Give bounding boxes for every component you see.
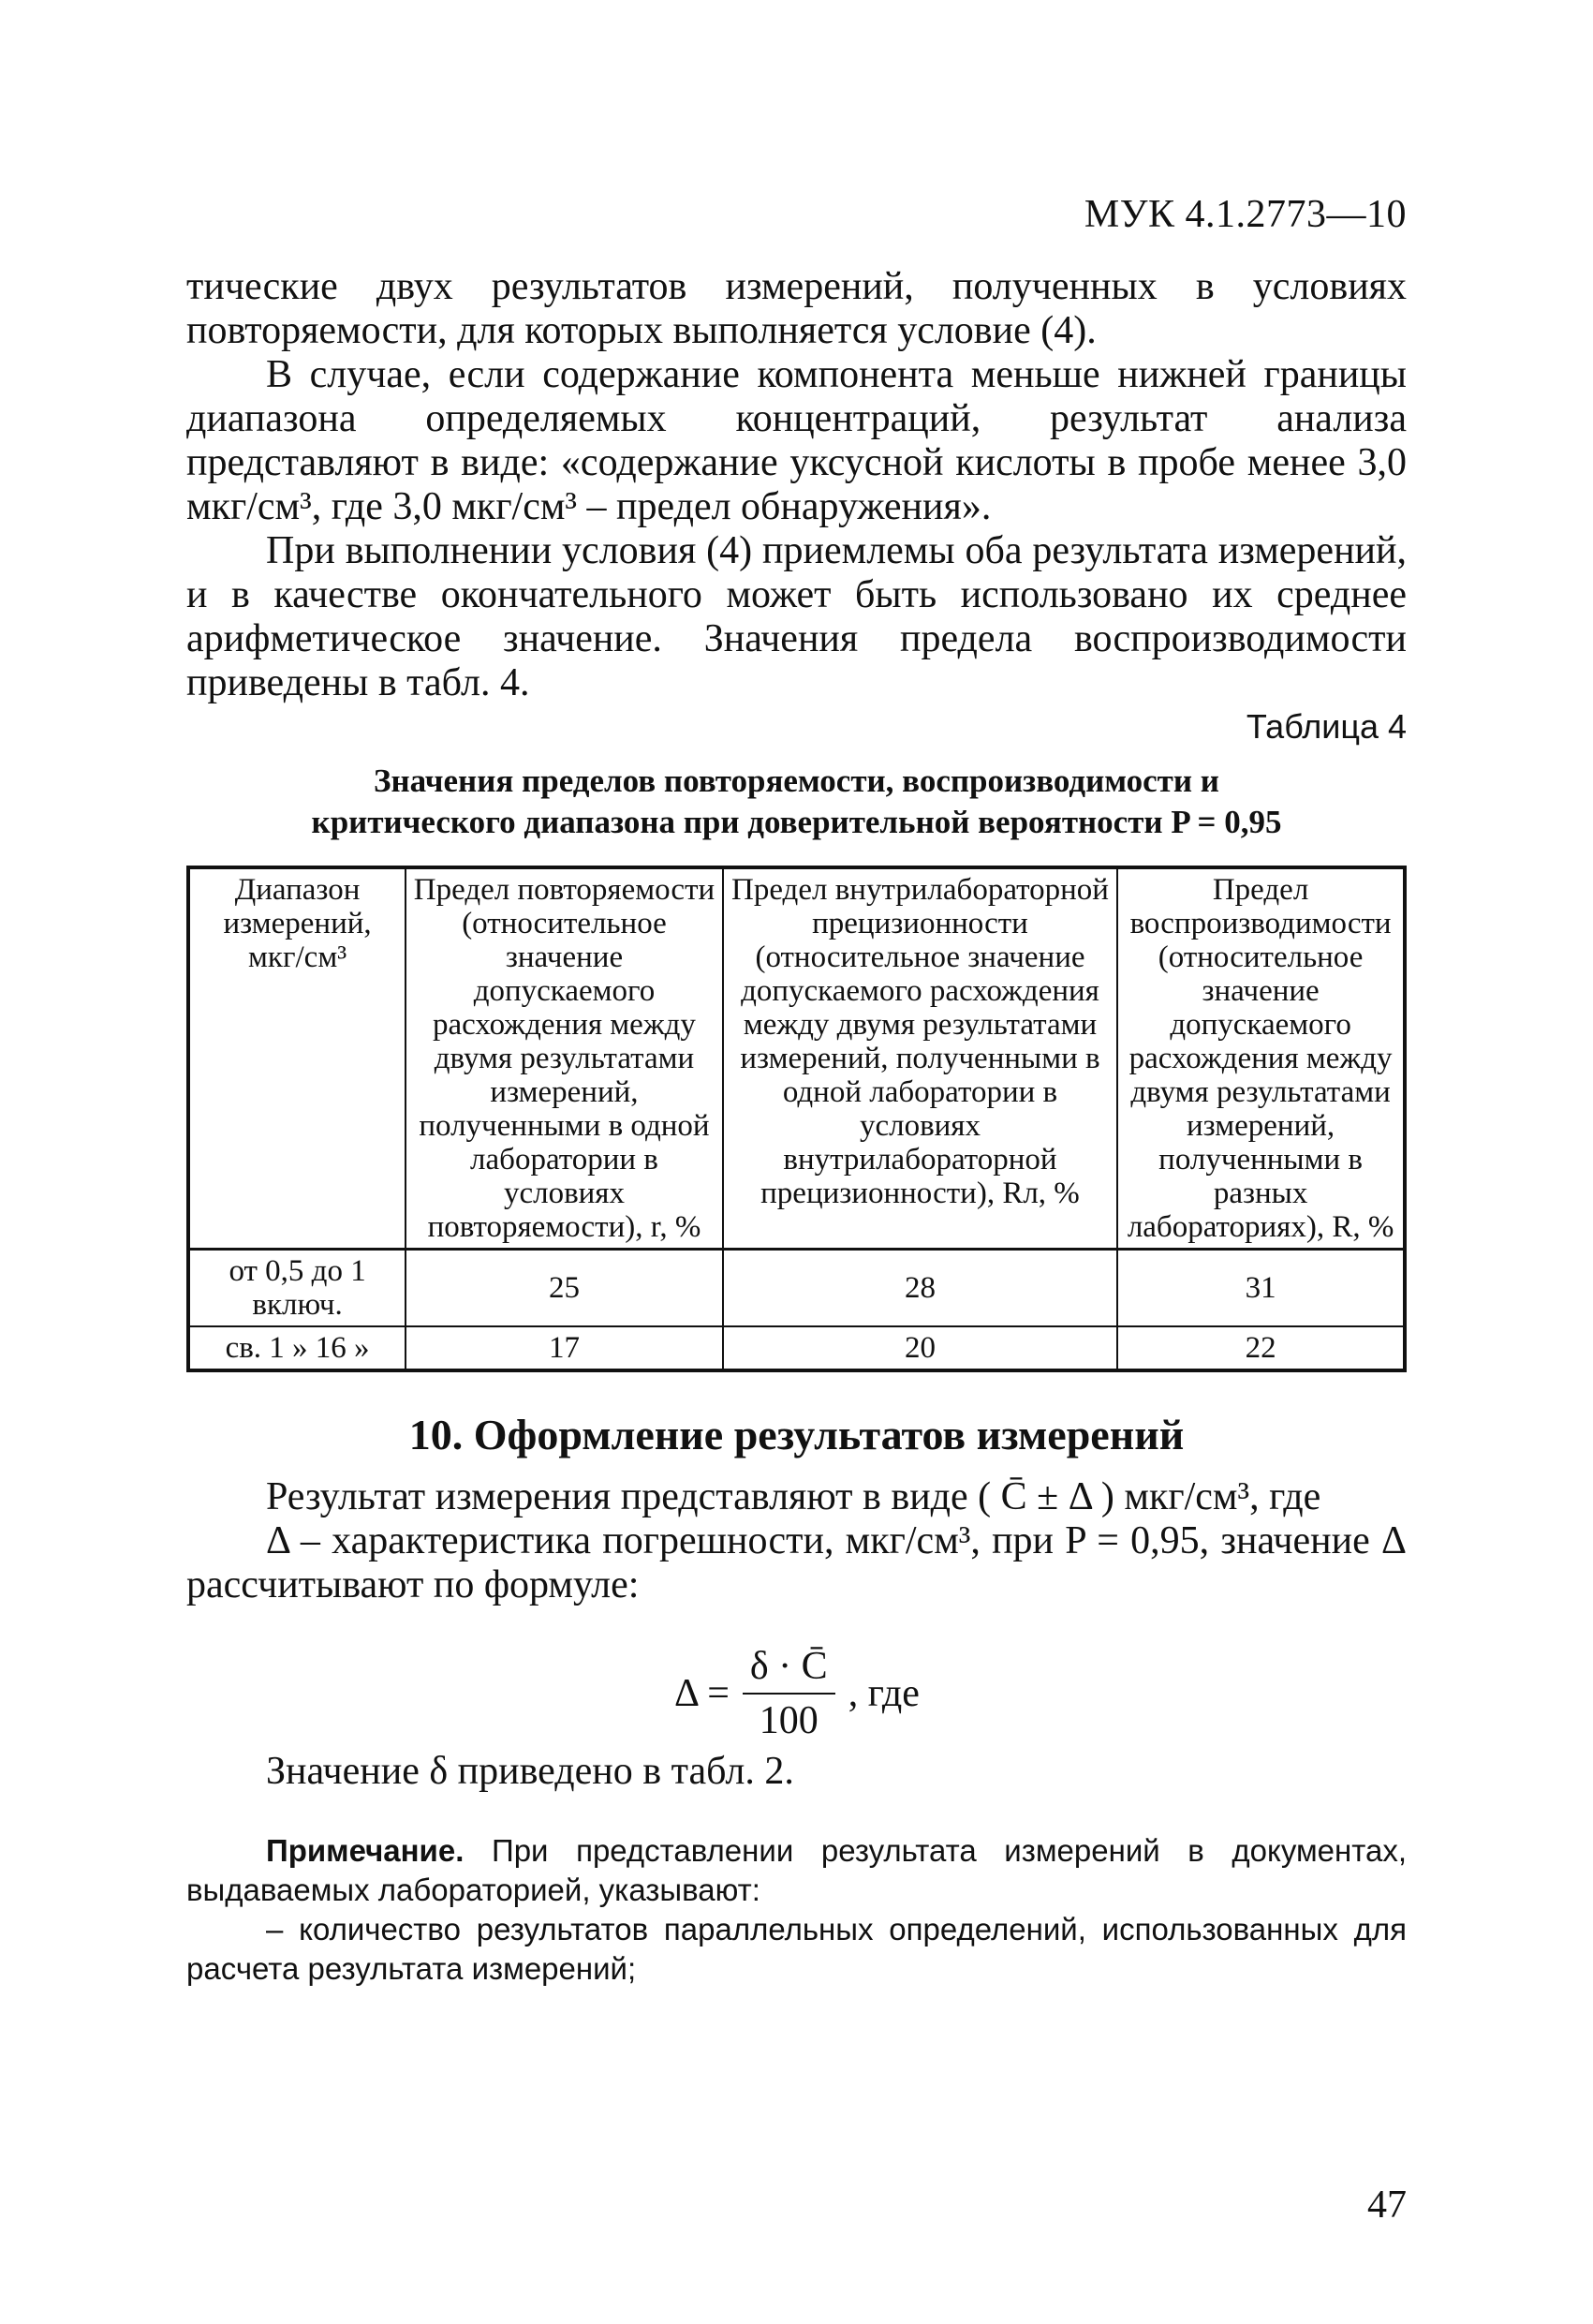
- formula-suffix: , где: [848, 1672, 920, 1715]
- cell-rl: 28: [723, 1250, 1117, 1327]
- header-repeatability: Предел повторяемости (относительное значение допускаемого расхождения между двумя результатами измерений, полученными в одной лаборатории в условиях повторяемости), r, %: [406, 867, 723, 1250]
- section-line-1: Результат измерения представляют в виде ( C̄ ± Δ ) мкг/см³, где: [266, 1475, 1321, 1518]
- table-row: [188, 1250, 1405, 1327]
- body-text: [186, 265, 1407, 705]
- formula-numerator: δ · C̄: [743, 1644, 835, 1695]
- section-text-after-formula: [186, 1750, 1407, 1794]
- paragraph-1: тические двух результатов измерений, полученных в условиях повторяемости, для которых выполняется условие (4).: [186, 265, 1407, 352]
- cell-r: 17: [406, 1326, 723, 1370]
- note-label: Примечание.: [266, 1833, 465, 1868]
- section-line-3: Значение δ приведено в табл. 2.: [266, 1750, 794, 1793]
- table-row: [188, 1326, 1405, 1370]
- cell-r: 25: [406, 1250, 723, 1327]
- table-label: Таблица 4: [1246, 707, 1407, 746]
- table-header-row: [188, 867, 1405, 1250]
- cell-range: от 0,5 до 1 включ.: [188, 1250, 406, 1327]
- paragraph-3: При выполнении условия (4) приемлемы оба результата измерений, и в качестве окончательного может быть использовано их среднее арифметическое значение. Значения предела воспроизводимости приведены в табл. 4.: [186, 529, 1407, 704]
- table-title: [186, 761, 1407, 843]
- section-title: 10. Оформление результатов измерений: [408, 1411, 1185, 1458]
- formula-lhs: Δ =: [674, 1672, 730, 1715]
- section-text: [186, 1475, 1407, 1607]
- delta-formula: [674, 1644, 920, 1743]
- section-line-2: Δ – характеристика погрешности, мкг/см³, при P = 0,95, значение Δ рассчитывают по формуле:: [186, 1519, 1407, 1606]
- precision-limits-table: [186, 866, 1407, 1372]
- cell-rl: 20: [723, 1326, 1117, 1370]
- table-title-line-1: Значения пределов повторяемости, воспроизводимости и: [374, 762, 1219, 799]
- formula-denominator: 100: [759, 1699, 819, 1742]
- cell-R: 31: [1117, 1250, 1405, 1327]
- table-title-line-2: критического диапазона при доверительной вероятности P = 0,95: [311, 804, 1282, 840]
- header-reproducibility: Предел воспроизводимости (относительное значение допускаемого расхождения между двумя результатами измерений, полученными в разных лабораториях), R, %: [1117, 867, 1405, 1250]
- header-intralab-precision: Предел внутрилабораторной прецизионности (относительное значение допускаемого расхождения между двумя результатами измерений, полученными в одной лаборатории в условиях внутрилабораторной прецизионности), Rл, %: [723, 867, 1117, 1250]
- note-item-1: – количество результатов параллельных определений, использованных для расчета результата измерений;: [186, 1912, 1407, 1986]
- header-range: Диапазон измерений, мкг/см³: [188, 867, 406, 1250]
- cell-range: св. 1 » 16 »: [188, 1326, 406, 1370]
- note-text: При представлении результата измерений в документах, выдаваемых лабораторией, указывают:: [186, 1833, 1408, 1907]
- formula-fraction: [743, 1644, 835, 1743]
- note-block: [186, 1831, 1407, 1989]
- page-number: 47: [1367, 2183, 1407, 2227]
- document-code: МУК 4.1.2773—10: [1084, 193, 1407, 236]
- paragraph-2: В случае, если содержание компонента меньше нижней границы диапазона определяемых концентраций, результат анализа представляют в виде: «содержание уксусной кислоты в пробе менее 3,0 мкг/см³, где 3,0 мкг/см³ – предел обнаружения».: [186, 353, 1407, 528]
- cell-R: 22: [1117, 1326, 1405, 1370]
